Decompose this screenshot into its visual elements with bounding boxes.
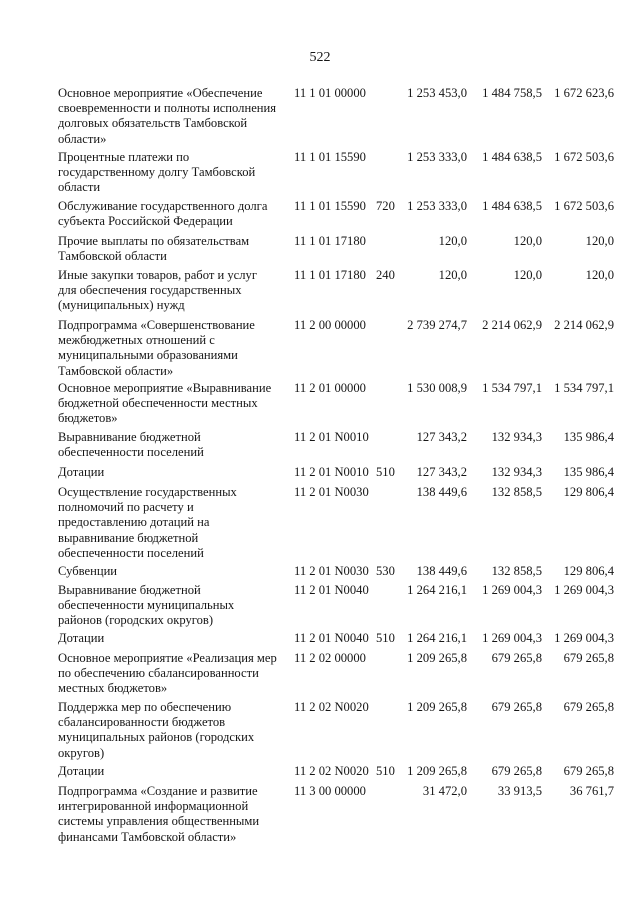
row-code: 11 2 01 N0030 xyxy=(294,564,369,578)
row-name: Иные закупки товаров, работ и услуг для обеспечения государственных (муниципальных) нужд xyxy=(58,268,258,313)
row-code: 11 2 02 N0020 xyxy=(294,764,369,778)
row-value-year2: 120,0 xyxy=(513,268,542,282)
row-value-year3: 135 986,4 xyxy=(563,430,614,444)
row-name: Подпрограмма «Создание и развитие интегрированной информационной системы управления общественными финансами Тамбовской области» xyxy=(58,784,260,844)
row-value-year1: 120,0 xyxy=(438,268,467,282)
row-value-year1: 127 343,2 xyxy=(416,465,467,479)
row-value-year3: 679 265,8 xyxy=(563,651,614,665)
row-value-year3: 1 672 503,6 xyxy=(554,150,614,164)
row-value-year1: 127 343,2 xyxy=(416,430,467,444)
row-name: Основное мероприятие «Выравнивание бюджетной обеспеченности местных бюджетов» xyxy=(58,381,272,426)
row-value-year1: 138 449,6 xyxy=(416,485,467,499)
row-value-year2: 132 934,3 xyxy=(491,430,542,444)
row-name: Подпрограмма «Совершенствование межбюджетных отношений с муниципальными образованиями Тамбовской области» xyxy=(58,318,255,378)
row-value-year3: 1 672 623,6 xyxy=(554,86,614,100)
row-value-year3: 120,0 xyxy=(585,268,614,282)
row-value-year1: 1 530 008,9 xyxy=(407,381,467,395)
row-name: Основное мероприятие «Реализация мер по обеспечению сбалансированности местных бюджетов» xyxy=(58,651,277,696)
row-value-year3: 1 269 004,3 xyxy=(554,583,614,597)
row-code: 11 2 01 N0040 xyxy=(294,631,369,645)
row-value-year2: 1 534 797,1 xyxy=(482,381,542,395)
row-value-year2: 1 269 004,3 xyxy=(482,631,542,645)
row-code: 11 2 02 00000 xyxy=(294,651,366,665)
row-value-year1: 1 264 216,1 xyxy=(407,583,467,597)
row-value-year3: 1 534 797,1 xyxy=(554,381,614,395)
row-code: 11 1 01 15590 xyxy=(294,150,366,164)
row-expense-kind: 530 xyxy=(376,564,395,578)
page-number: 522 xyxy=(309,50,331,65)
row-value-year1: 1 264 216,1 xyxy=(407,631,467,645)
row-name: Процентные платежи по государственному долгу Тамбовской области xyxy=(58,150,256,195)
row-name: Обслуживание государственного долга субъекта Российской Федерации xyxy=(58,199,268,229)
row-value-year3: 679 265,8 xyxy=(563,764,614,778)
row-code: 11 1 01 15590 xyxy=(294,199,366,213)
row-value-year1: 2 739 274,7 xyxy=(407,318,467,332)
row-name: Выравнивание бюджетной обеспеченности муниципальных районов (городских округов) xyxy=(58,583,235,628)
row-value-year3: 129 806,4 xyxy=(563,485,614,499)
row-value-year2: 1 269 004,3 xyxy=(482,583,542,597)
row-value-year2: 132 858,5 xyxy=(491,485,542,499)
row-value-year3: 120,0 xyxy=(585,234,614,248)
row-name: Основное мероприятие «Обеспечение своевременности и полноты исполнения долговых обязательств Тамбовской области» xyxy=(58,86,277,146)
row-name: Дотации xyxy=(58,465,105,479)
row-code: 11 3 00 00000 xyxy=(294,784,366,798)
row-value-year1: 1 209 265,8 xyxy=(407,764,467,778)
row-value-year1: 1 253 333,0 xyxy=(407,150,467,164)
row-expense-kind: 720 xyxy=(376,199,395,213)
row-value-year1: 138 449,6 xyxy=(416,564,467,578)
row-value-year2: 679 265,8 xyxy=(491,651,542,665)
row-code: 11 2 01 N0030 xyxy=(294,485,369,499)
row-value-year3: 2 214 062,9 xyxy=(554,318,614,332)
row-value-year3: 135 986,4 xyxy=(563,465,614,479)
row-code: 11 2 01 N0010 xyxy=(294,465,369,479)
row-expense-kind: 510 xyxy=(376,465,395,479)
row-expense-kind: 240 xyxy=(376,268,395,282)
row-value-year2: 132 858,5 xyxy=(491,564,542,578)
row-code: 11 1 01 17180 xyxy=(294,268,366,282)
row-value-year2: 132 934,3 xyxy=(491,465,542,479)
row-value-year1: 31 472,0 xyxy=(422,784,467,798)
row-name: Дотации xyxy=(58,631,105,645)
row-value-year2: 33 913,5 xyxy=(497,784,542,798)
row-name: Субвенции xyxy=(58,564,118,578)
row-value-year2: 1 484 638,5 xyxy=(482,199,542,213)
row-expense-kind: 510 xyxy=(376,631,395,645)
row-expense-kind: 510 xyxy=(376,764,395,778)
row-value-year3: 36 761,7 xyxy=(569,784,614,798)
row-code: 11 2 01 N0010 xyxy=(294,430,369,444)
row-value-year3: 1 269 004,3 xyxy=(554,631,614,645)
row-name: Выравнивание бюджетной обеспеченности поселений xyxy=(58,430,204,460)
row-value-year2: 2 214 062,9 xyxy=(482,318,542,332)
row-code: 11 2 02 N0020 xyxy=(294,700,369,714)
row-code: 11 2 01 N0040 xyxy=(294,583,369,597)
row-code: 11 1 01 00000 xyxy=(294,86,366,100)
row-value-year1: 1 253 333,0 xyxy=(407,199,467,213)
row-value-year2: 120,0 xyxy=(513,234,542,248)
row-value-year3: 1 672 503,6 xyxy=(554,199,614,213)
row-value-year2: 679 265,8 xyxy=(491,764,542,778)
row-value-year1: 1 209 265,8 xyxy=(407,700,467,714)
row-value-year2: 1 484 638,5 xyxy=(482,150,542,164)
row-code: 11 2 00 00000 xyxy=(294,318,366,332)
row-name: Прочие выплаты по обязательствам Тамбовской области xyxy=(58,234,250,264)
row-value-year2: 1 484 758,5 xyxy=(482,86,542,100)
row-value-year3: 129 806,4 xyxy=(563,564,614,578)
row-name: Дотации xyxy=(58,764,105,778)
row-name: Осуществление государственных полномочий по расчету и предоставлению дотаций на выравнивание бюджетной обеспеченности поселений xyxy=(58,485,237,560)
row-code: 11 1 01 17180 xyxy=(294,234,366,248)
row-value-year1: 1 209 265,8 xyxy=(407,651,467,665)
row-value-year1: 1 253 453,0 xyxy=(407,86,467,100)
row-code: 11 2 01 00000 xyxy=(294,381,366,395)
row-name: Поддержка мер по обеспечению сбалансированности бюджетов муниципальных районов (городских округов) xyxy=(58,700,255,760)
row-value-year1: 120,0 xyxy=(438,234,467,248)
row-value-year3: 679 265,8 xyxy=(563,700,614,714)
row-value-year2: 679 265,8 xyxy=(491,700,542,714)
